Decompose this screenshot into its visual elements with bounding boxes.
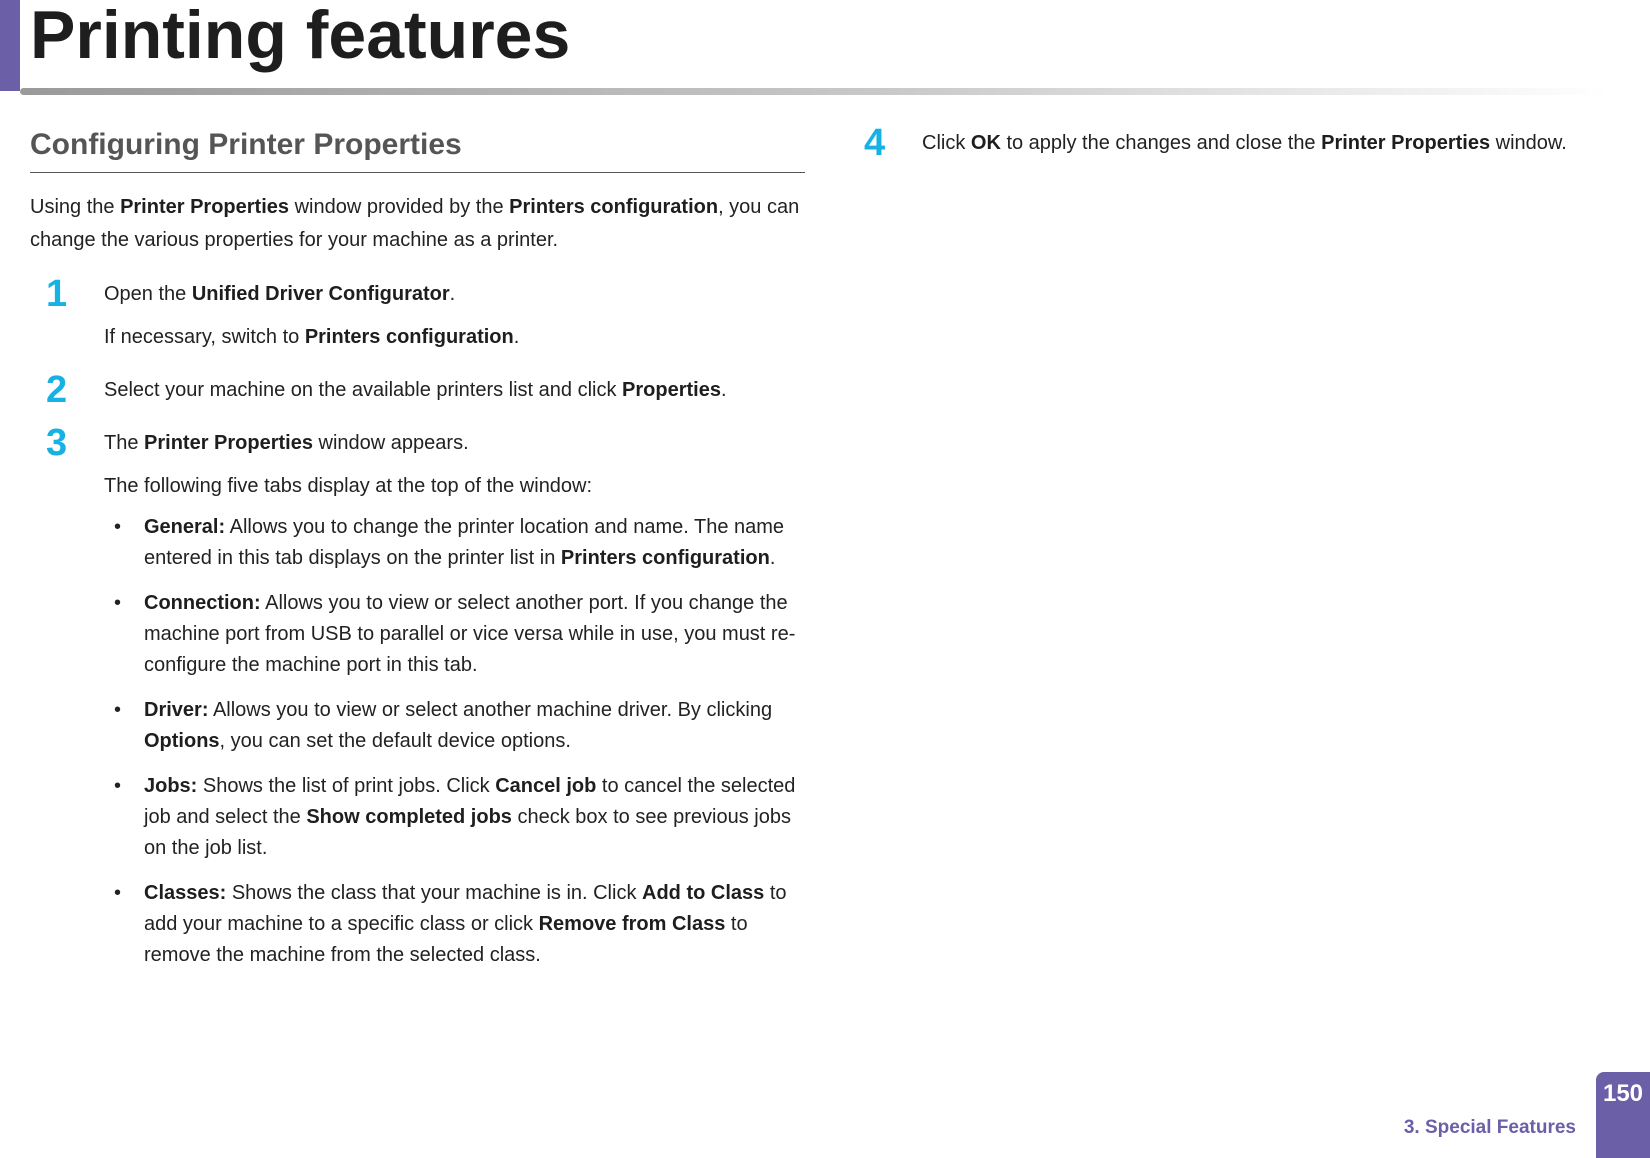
step-text <box>104 279 805 310</box>
list-item-connection <box>104 588 805 681</box>
section-title: Configuring Printer Properties <box>30 128 805 173</box>
intro-text: Using the <box>30 196 121 218</box>
step-bold-term: Properties <box>622 379 721 401</box>
step-text <box>104 375 805 406</box>
step-number: 1 <box>46 273 68 315</box>
step-subtext: The following five tabs display at the top of the window: <box>104 475 593 497</box>
step-text-part: Open the <box>104 283 192 305</box>
step-text <box>104 428 805 459</box>
step-bold-term: OK <box>970 132 1001 154</box>
tab-label: Driver: <box>144 699 209 721</box>
step-text-part: If necessary, switch to <box>104 326 305 348</box>
tab-label: Jobs: <box>144 775 198 797</box>
tab-description: Allows you to change the printer location and name. The name entered in this tab displays on the printer list in <box>144 516 785 569</box>
step-number: 2 <box>46 369 68 411</box>
step-text-part: . <box>449 283 456 305</box>
tab-bold-term: Add to Class <box>642 882 765 904</box>
step-text-part: . <box>513 326 520 348</box>
step-4 <box>848 122 1638 164</box>
step-text-part: Select your machine on the available printers list and click <box>104 379 623 401</box>
bullet-icon: • <box>114 882 122 904</box>
step-number: 3 <box>46 422 68 464</box>
step-text-part: Click <box>922 132 971 154</box>
step-text-part: window appears. <box>312 432 469 454</box>
intro-paragraph <box>30 191 805 257</box>
tab-description: to remove the machine from the selected class. <box>144 913 748 966</box>
step-bold-term: Printer Properties <box>1321 132 1491 154</box>
step-text-part: window. <box>1490 132 1567 154</box>
tab-bold-term: Printers configuration <box>560 547 770 569</box>
step-text-part: The <box>104 432 145 454</box>
tab-bold-term: Options <box>144 730 220 752</box>
step-1 <box>30 273 805 353</box>
bullet-icon: • <box>114 592 122 614</box>
tab-description: to cancel the selected job and select the <box>144 775 796 828</box>
tab-bold-term: Show completed jobs <box>306 806 512 828</box>
tab-label: General: <box>144 516 226 538</box>
step-2 <box>30 369 805 411</box>
header-accent-bar <box>0 0 20 91</box>
intro-bold-printer-properties: Printer Properties <box>120 196 290 218</box>
tab-description: Allows you to view or select another port. If you change the machine port from USB to parallel or vice versa while in use, you must re-configure the machine port in this tab. <box>144 592 796 676</box>
page-title: Printing features <box>30 0 571 73</box>
bullet-icon: • <box>114 516 122 538</box>
tab-description: Shows the class that your machine is in. Click <box>226 882 643 904</box>
list-item-classes <box>104 878 805 971</box>
step-text <box>922 128 1638 159</box>
right-column <box>848 122 1638 164</box>
tab-description: . <box>769 547 776 569</box>
step-bold-term: Printers configuration <box>304 326 514 348</box>
bullet-icon: • <box>114 699 122 721</box>
tab-label: Classes: <box>144 882 227 904</box>
tab-bold-term: Cancel job <box>495 775 597 797</box>
step-subtext <box>104 322 805 353</box>
intro-text: , you can change the various properties for your machine as a printer. <box>30 196 800 251</box>
list-item-driver <box>104 695 805 757</box>
tab-bold-term: Remove from Class <box>538 913 726 935</box>
step-text-part: to apply the changes and close the <box>1000 132 1322 154</box>
step-bold-term: Printer Properties <box>144 432 313 454</box>
tab-description: to add your machine to a specific class or click <box>144 882 787 935</box>
step-bold-term: Unified Driver Configurator <box>191 283 450 305</box>
tab-description: check box to see previous jobs on the job list. <box>144 806 791 859</box>
intro-bold-printers-configuration: Printers configuration <box>509 196 719 218</box>
list-item-jobs <box>104 771 805 864</box>
tab-description: Allows you to view or select another machine driver. By clicking <box>208 699 773 721</box>
tab-label: Connection: <box>144 592 261 614</box>
bullet-icon: • <box>114 775 122 797</box>
list-item-general <box>104 512 805 574</box>
tab-description: , you can set the default device options. <box>219 730 571 752</box>
left-column <box>30 128 805 985</box>
tab-description: Shows the list of print jobs. Click <box>197 775 496 797</box>
intro-text: window provided by the <box>289 196 510 218</box>
step-number: 4 <box>864 122 886 164</box>
page-number-badge: 150 <box>1596 1072 1650 1158</box>
step-3 <box>30 422 805 971</box>
tab-descriptions-list <box>104 512 805 971</box>
footer-chapter: 3. Special Features <box>1403 1117 1576 1138</box>
title-divider <box>20 88 1610 95</box>
step-text-part: . <box>720 379 727 401</box>
